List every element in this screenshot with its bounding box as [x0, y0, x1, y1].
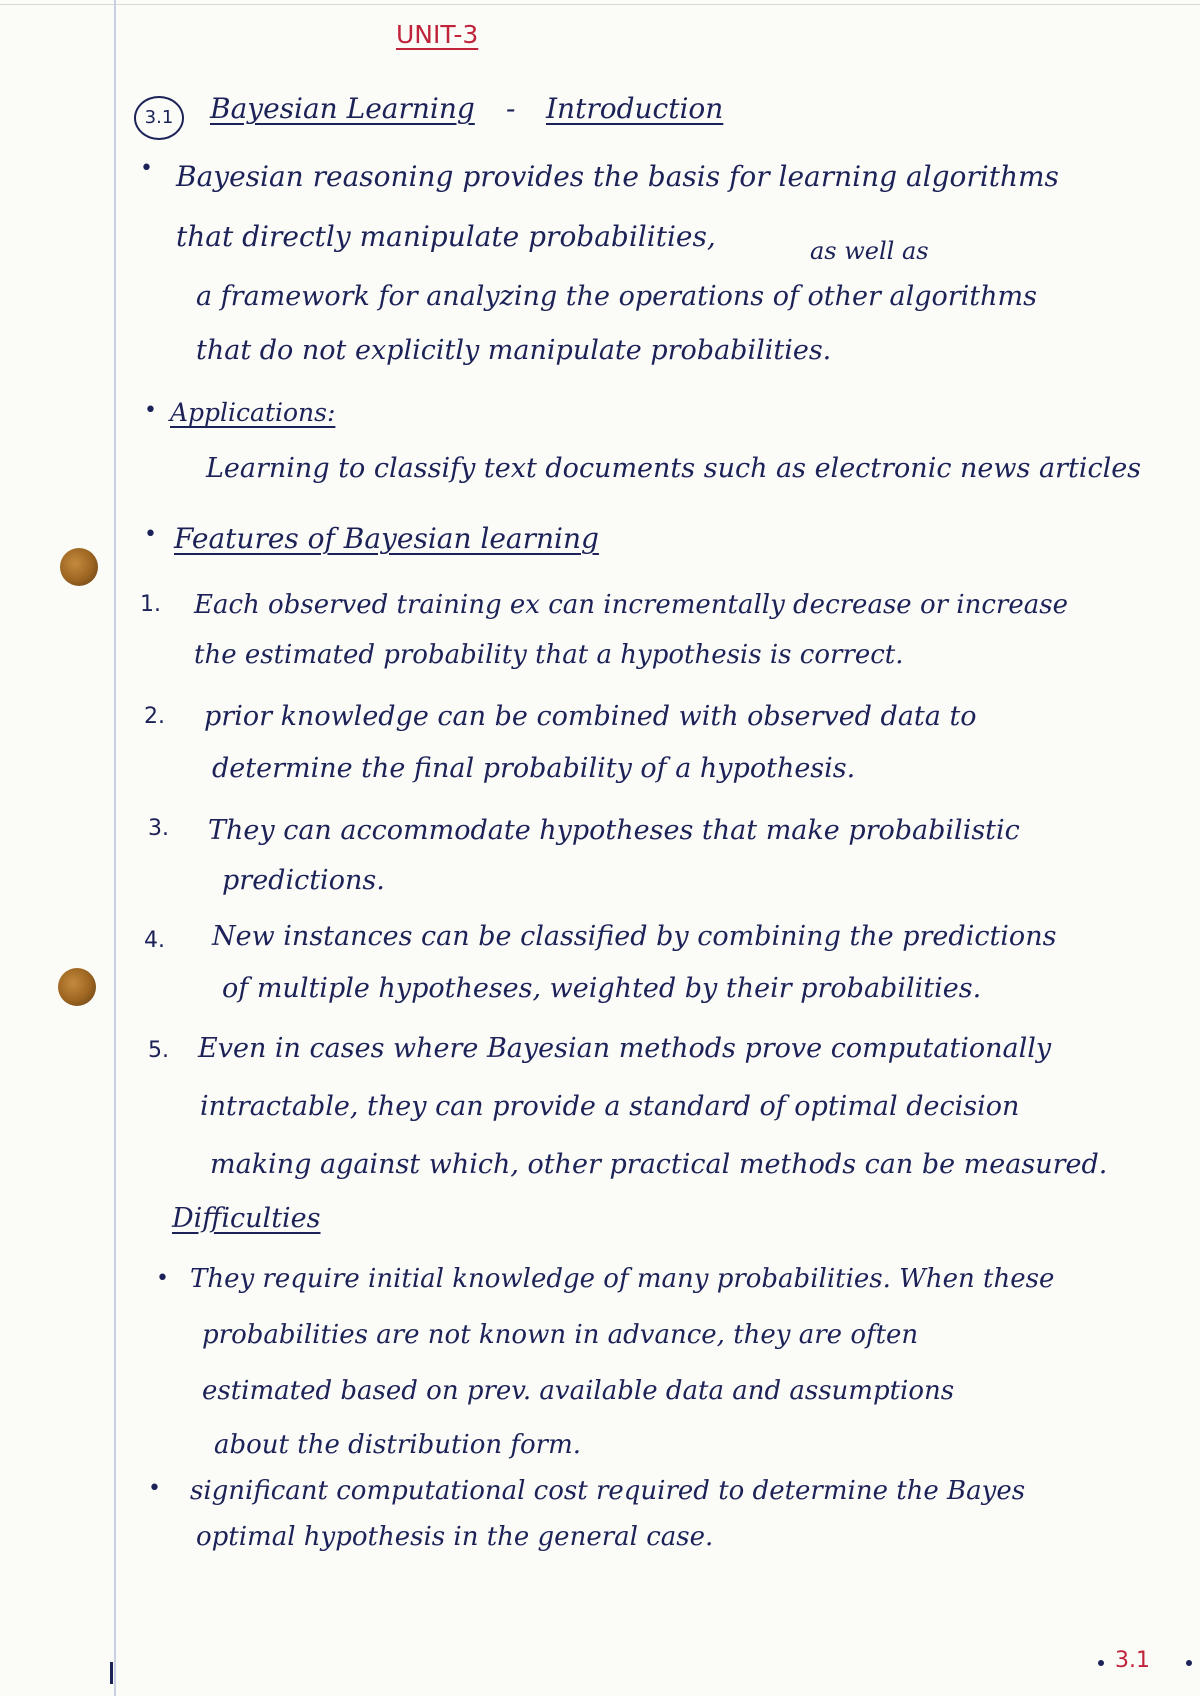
feature-number: 4. — [144, 928, 165, 953]
difficulties-heading: Difficulties — [172, 1203, 321, 1234]
feature-line: New instances can be classified by combining the predictions — [212, 921, 1057, 952]
punch-hole-bottom — [58, 968, 96, 1006]
bullet-dot: • — [144, 398, 157, 423]
applications-line: Learning to classify text documents such as electronic news articles — [206, 453, 1142, 484]
difficulty-line: significant computational cost required to determine the Bayes — [190, 1476, 1026, 1506]
feature-line: determine the final probability of a hypothesis. — [212, 753, 856, 784]
intro-line: as well as — [810, 237, 929, 265]
feature-line: predictions. — [222, 865, 385, 896]
difficulty-line: estimated based on prev. available data and assumptions — [202, 1376, 955, 1406]
features-heading: Features of Bayesian learning — [174, 522, 599, 555]
applications-heading: Applications: — [170, 398, 336, 427]
feature-line: Each observed training ex can incrementally decrease or increase — [194, 590, 1068, 620]
bullet-dot: • — [140, 156, 153, 181]
feature-number: 2. — [144, 704, 165, 729]
section-number-badge: 3.1 — [134, 96, 184, 140]
feature-line: making against which, other practical methods can be measured. — [210, 1149, 1108, 1180]
bullet-dot: • — [148, 1476, 161, 1501]
feature-line: intractable, they can provide a standard of optimal decision — [200, 1091, 1020, 1122]
feature-line: Even in cases where Bayesian methods prove computationally — [198, 1033, 1052, 1064]
difficulty-line: about the distribution form. — [214, 1430, 582, 1460]
intro-line: a framework for analyzing the operations of other algorithms — [196, 281, 1037, 312]
bullet-dot: • — [156, 1266, 169, 1291]
intro-line: that directly manipulate probabilities, — [176, 220, 716, 253]
feature-line: They can accommodate hypotheses that make probabilistic — [208, 815, 1020, 846]
difficulty-line: probabilities are not known in advance, they are often — [202, 1320, 919, 1350]
feature-number: 1. — [140, 592, 161, 617]
intro-line: that do not explicitly manipulate probabilities. — [196, 335, 832, 366]
intro-line: Bayesian reasoning provides the basis for learning algorithms — [176, 160, 1059, 193]
margin-tick — [110, 1662, 113, 1684]
feature-number: 3. — [148, 816, 169, 841]
bullet-dot: • — [144, 522, 157, 547]
page-number: 3.1 — [1115, 1648, 1150, 1673]
edge-mark — [1186, 1660, 1192, 1666]
margin-line — [114, 0, 116, 1696]
feature-line: the estimated probability that a hypothesis is correct. — [194, 640, 904, 670]
top-rule — [0, 4, 1200, 5]
punch-hole-top — [60, 548, 98, 586]
title-dash: - — [506, 92, 516, 125]
unit-title: UNIT-3 — [396, 20, 479, 49]
title-main: Bayesian Learning — [210, 92, 475, 125]
feature-line: prior knowledge can be combined with observed data to — [204, 701, 977, 732]
difficulty-line: optimal hypothesis in the general case. — [196, 1522, 714, 1552]
feature-line: of multiple hypotheses, weighted by their probabilities. — [222, 973, 982, 1004]
footer-dot — [1098, 1660, 1104, 1666]
feature-number: 5. — [148, 1038, 169, 1063]
title-sub: Introduction — [546, 92, 724, 125]
difficulty-line: They require initial knowledge of many probabilities. When these — [190, 1264, 1055, 1294]
